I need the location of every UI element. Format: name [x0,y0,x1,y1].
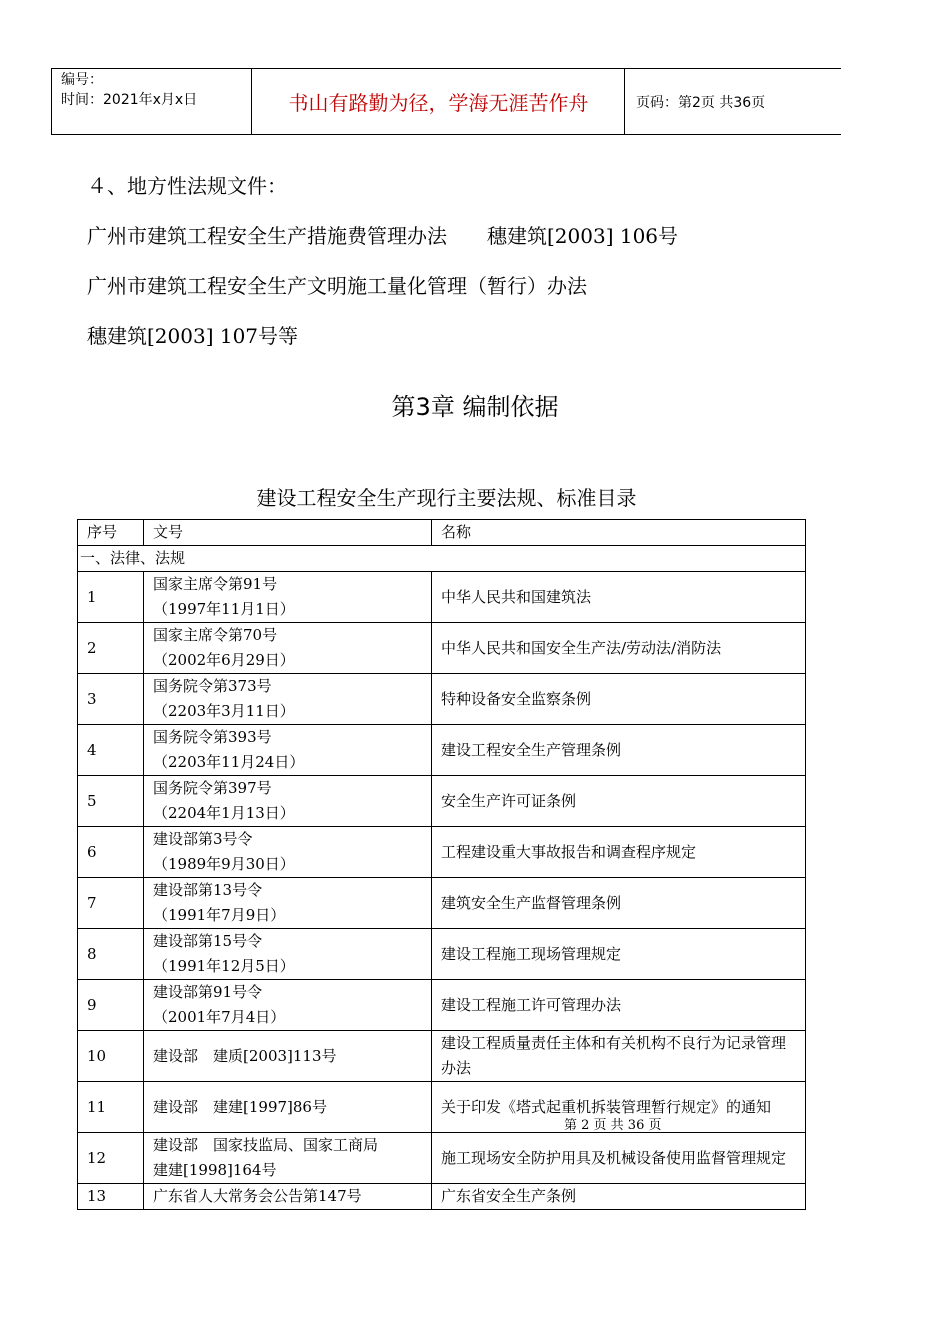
header-seq: 序号 [78,520,144,546]
row-regulation-name: 特种设备安全监察条例 [432,674,806,725]
row-seq: 2 [78,623,144,674]
row-seq: 4 [78,725,144,776]
header-motto: 书山有路勤为径，学海无涯苦作舟 [288,91,589,115]
row-doc-line-1: 国务院令第397号 [153,779,272,797]
table-title: 建设工程安全生产现行主要法规、标准目录 [256,486,637,510]
doc-number: 编号： [61,72,103,88]
row-doc-number [144,980,432,1031]
table-row [78,878,806,929]
row-doc-line-2: 建建[1998]164号 [153,1161,277,1179]
table-row [78,674,806,725]
chapter-title: 第3章 编制依据 [391,393,559,421]
regulation-line-2: 广州市建筑工程安全生产文明施工量化管理（暂行）办法 [87,274,587,298]
regulations-table [77,519,806,1210]
row-regulation-name: 关于印发《塔式起重机拆装管理暂行规定》的通知 [432,1082,806,1133]
row-seq: 8 [78,929,144,980]
regulation-line-3: 穗建筑[2003] 107号等 [87,324,299,348]
row-doc-number [144,827,432,878]
row-doc-number [144,1133,432,1184]
table-section-row [78,546,806,572]
row-regulation-name: 广东省安全生产条例 [432,1184,806,1210]
table-row [78,623,806,674]
row-doc-line-2: （2002年6月29日） [153,651,295,669]
table-header-row [78,520,806,546]
row-doc-line-1: 建设部 建建[1997]86号 [153,1097,327,1116]
row-regulation-name: 建筑安全生产监督管理条例 [432,878,806,929]
row-regulation-name: 建设工程安全生产管理条例 [432,725,806,776]
row-doc-number [144,674,432,725]
row-regulation-name: 建设工程质量责任主体和有关机构不良行为记录管理办法 [432,1031,806,1082]
row-seq: 11 [78,1082,144,1133]
row-seq: 7 [78,878,144,929]
row-doc-number [144,1031,432,1082]
row-doc-line-1: 建设部第13号令 [153,881,263,899]
row-regulation-name: 建设工程施工现场管理规定 [432,929,806,980]
row-doc-line-1: 国务院令第373号 [153,677,272,695]
row-doc-line-2: （2001年7月4日） [153,1008,286,1026]
header-doc: 文号 [144,520,432,546]
row-doc-line-1: 建设部第91号令 [153,983,263,1001]
row-seq: 6 [78,827,144,878]
row-doc-number [144,878,432,929]
row-doc-line-2: （1991年12月5日） [153,957,295,975]
row-doc-line-1: 国家主席令第91号 [153,575,278,593]
table-row [78,980,806,1031]
table-row [78,929,806,980]
row-seq: 12 [78,1133,144,1184]
row-doc-line-1: 广东省人大常务会公告第147号 [153,1187,362,1205]
row-regulation-name: 中华人民共和国安全生产法/劳动法/消防法 [432,623,806,674]
header-page-info: 页码：第2页 共36页 [636,95,766,111]
header-name: 名称 [432,520,806,546]
table-row [78,572,806,623]
row-regulation-name: 工程建设重大事故报告和调查程序规定 [432,827,806,878]
section-label: 一、法律、法规 [78,546,806,572]
row-seq: 1 [78,572,144,623]
row-doc-line-1: 建设部 国家技监局、国家工商局 [153,1136,379,1154]
regulation-line-1: 广州市建筑工程安全生产措施费管理办法 穗建筑[2003] 106号 [87,224,679,248]
local-regulations-heading: ４、地方性法规文件： [87,174,287,198]
table-row [78,1184,806,1210]
row-doc-line-2: （1991年7月9日） [153,906,286,924]
table-row [78,827,806,878]
row-regulation-name: 中华人民共和国建筑法 [432,572,806,623]
row-doc-line-2: （2203年11月24日） [153,753,305,771]
table-row [78,725,806,776]
table-row [78,1133,806,1184]
row-regulation-name: 施工现场安全防护用具及机械设备使用监督管理规定 [432,1133,806,1184]
header-left-cell [51,68,252,135]
row-doc-line-2: （1989年9月30日） [153,855,295,873]
row-seq: 10 [78,1031,144,1082]
row-doc-line-1: 国家主席令第70号 [153,626,278,644]
row-doc-line-1: 建设部 建质[2003]113号 [153,1046,337,1065]
page-footer: 第 2 页 共 36 页 [564,1118,662,1133]
row-seq: 9 [78,980,144,1031]
doc-time: 时间：2021年x月x日 [61,92,198,108]
row-doc-line-2: （2204年1月13日） [153,804,295,822]
row-doc-number [144,776,432,827]
row-doc-number [144,572,432,623]
row-doc-number [144,929,432,980]
row-doc-line-1: 国务院令第393号 [153,728,272,746]
row-doc-number [144,725,432,776]
row-seq: 5 [78,776,144,827]
row-seq: 13 [78,1184,144,1210]
row-regulation-name: 建设工程施工许可管理办法 [432,980,806,1031]
row-doc-line-1: 建设部第15号令 [153,932,263,950]
row-doc-line-2: （1997年11月1日） [153,600,295,618]
row-doc-number [144,1082,432,1133]
row-doc-line-1: 建设部第3号令 [153,830,253,848]
row-doc-number [144,623,432,674]
table-row [78,1082,806,1133]
table-row [78,776,806,827]
row-doc-line-2: （2203年3月11日） [153,702,295,720]
row-regulation-name: 安全生产许可证条例 [432,776,806,827]
row-seq: 3 [78,674,144,725]
row-doc-number [144,1184,432,1210]
table-row [78,1031,806,1082]
